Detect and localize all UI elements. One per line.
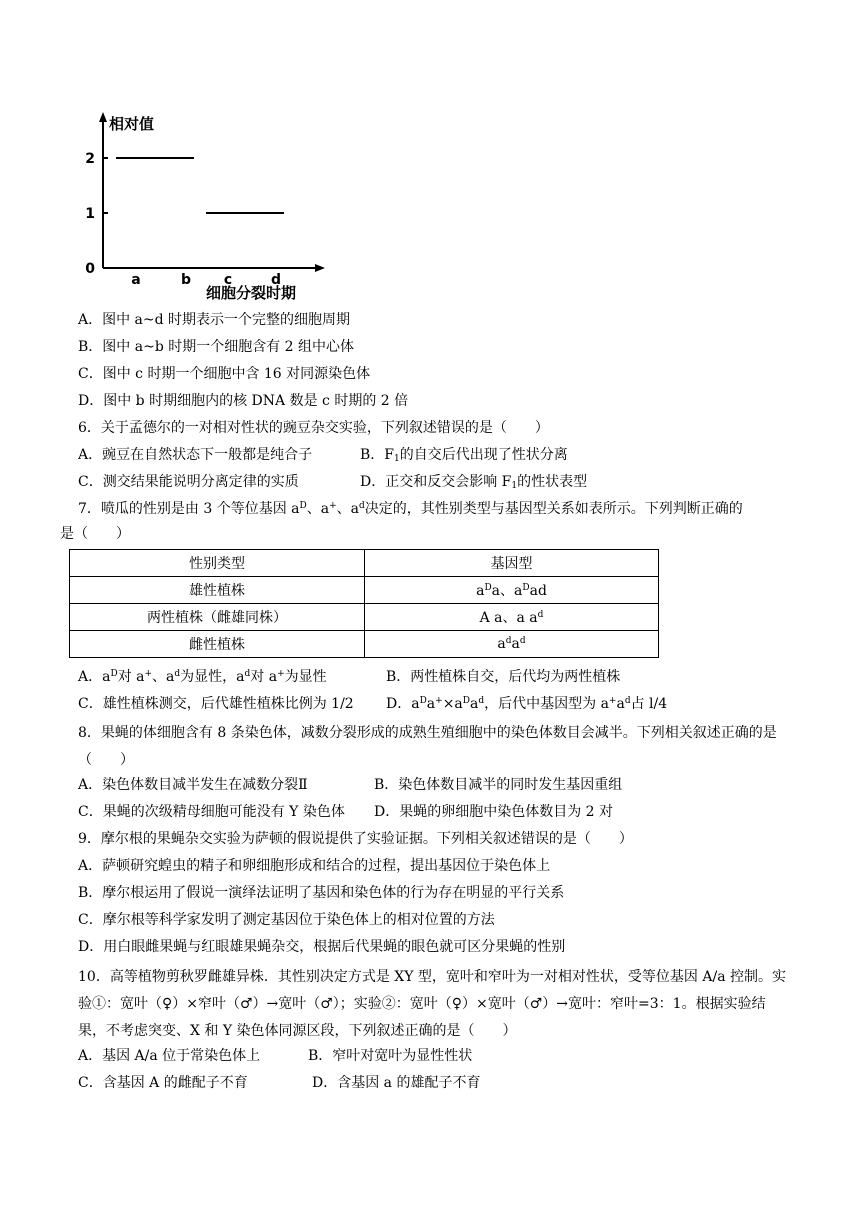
table-header-cell: 性别类型 [70, 550, 365, 577]
q5-option-c: C．图中 c 时期一个细胞中含 16 对同源染色体 [78, 366, 371, 382]
q7-option-b: B．两性植株自交，后代均为两性植株 [386, 669, 621, 685]
q9-option-d: D．用白眼雌果蝇与红眼雄果蝇杂交，根据后代果蝇的眼色就可区分果蝇的性别 [78, 939, 566, 955]
q8-option-d: D．果蝇的卵细胞中染色体数目为 2 对 [374, 804, 614, 820]
y-axis-arrow [99, 112, 107, 122]
q9-stem: 9．摩尔根的果蝇杂交实验为萨顿的假说提供了实验证据。下列相关叙述错误的是（ ） [78, 831, 633, 847]
table-cell: 雄性植株 [70, 577, 365, 604]
q8-option-b: B．染色体数目减半的同时发生基因重组 [374, 777, 623, 793]
table-row [70, 577, 659, 604]
y-tick-label: 0 [85, 261, 95, 277]
q7-stem-line2: 是（ ） [60, 526, 130, 542]
y-tick-label: 1 [85, 206, 95, 222]
q7-option-d: D．$a^Da^+\times a^Da^d$，后代中基因型为 $a^+a^d$占 l/4 [386, 696, 668, 712]
table-header-cell: 基因型 [365, 550, 659, 577]
q6-options-cd [78, 472, 790, 492]
q6-option-c: C．测交结果能说明分离定律的实质 [78, 474, 299, 490]
x-axis-label: 细胞分裂时期 [206, 284, 297, 302]
table-cell: $a^da^d$ [365, 631, 659, 658]
q7-options-ab [78, 667, 790, 687]
q8-options-cd [78, 802, 790, 822]
q7-option-a: A．$a^D$对 a+、$a^d$为显性，$a^d$对 a+为显性 [78, 669, 327, 685]
table-row [70, 631, 659, 658]
table-row [70, 604, 659, 631]
q8-options-ab [78, 775, 790, 795]
q5-option-b: B．图中 a~b 时期一个细胞含有 2 组中心体 [78, 339, 355, 355]
q5-option-a: A．图中 a~d 时期表示一个完整的细胞周期 [78, 312, 351, 328]
q6-option-b: B．$F_1$的自交后代出现了性状分离 [360, 447, 568, 464]
q9-option-c: C．摩尔根等科学家发明了测定基因位于染色体上的相对位置的方法 [78, 912, 495, 928]
q7-options-cd [78, 694, 790, 714]
q6-options-ab [78, 445, 790, 465]
x-axis-arrow [315, 264, 325, 272]
x-tick-label: a [131, 272, 141, 288]
q10-option-d: D．含基因 a 的雄配子不育 [312, 1075, 481, 1091]
x-tick-label: d [270, 272, 282, 288]
q6-option-a: A．豌豆在自然状态下一般都是纯合子 [78, 447, 313, 463]
q10-options-ab [78, 1046, 790, 1066]
q7-stem: 7．喷瓜的性别是由 3 个等位基因 $a^D$、a+、$a^d$决定的，其性别类型与基因型关系如表所示。下列判断正确的 [78, 501, 743, 517]
q9-option-b: B．摩尔根运用了假说一演绎法证明了基因和染色体的行为存在明显的平行关系 [78, 885, 565, 901]
x-tick-label: c [223, 272, 233, 288]
q6-stem: 6．关于孟德尔的一对相对性状的豌豆杂交实验，下列叙述错误的是（ ） [78, 420, 549, 436]
x-tick-label: b [180, 272, 192, 288]
q6-option-d: D．正交和反交会影响 $F_1$的性状表型 [360, 474, 588, 491]
q10-option-a: A．基因 A/a 位于常染色体上 [78, 1048, 261, 1064]
q8-option-c: C．果蝇的次级精母细胞可能没有 Y 染色体 [78, 804, 345, 820]
q10-stem: 10．高等植物剪秋罗雌雄异株．其性别决定方式是 XY 型，宽叶和窄叶为一对相对性状，受等位基因 A/a 控制。实验①：宽叶（♀）×窄叶（♂）→宽叶（♂）；实验②：宽叶（♀）×宽叶（♂）→宽叶：窄叶=3：1。根据实验结果，不考虑突变、X 和 Y 染色体同源区段，下列叙述正确的是（ ） [78, 969, 786, 1039]
table-cell: A a、a $a^d$ [365, 604, 659, 631]
q9-option-a: A．萨顿研究蝗虫的精子和卵细胞形成和结合的过程，提出基因位于染色体上 [78, 858, 551, 874]
q8-stem: 8．果蝇的体细胞含有 8 条染色体，减数分裂形成的成熟生殖细胞中的染色体数目会减半。下列相关叙述正确的是（ ） [78, 725, 777, 768]
q5-option-d: D．图中 b 时期细胞内的核 DNA 数是 c 时期的 2 倍 [78, 393, 409, 409]
genotype-table [69, 549, 659, 658]
y-tick-label: 2 [85, 151, 95, 167]
y-axis-label: 相对值 [109, 115, 155, 133]
q8-option-a: A．染色体数目减半发生在减数分裂Ⅱ [78, 777, 308, 793]
table-cell: 雌性植株 [70, 631, 365, 658]
table-header-row [70, 550, 659, 577]
table-cell: $a^Da$、$a^Dad$ [365, 577, 659, 604]
q10-option-b: B．窄叶对宽叶为显性性状 [308, 1048, 473, 1064]
q7-option-c: C．雄性植株测交，后代雄性植株比例为 1/2 [78, 696, 354, 712]
q10-option-c: C．含基因 A 的雌配子不育 [78, 1075, 248, 1091]
q10-options-cd [78, 1073, 790, 1093]
relative-value-chart [78, 108, 338, 303]
table-cell: 两性植株（雌雄同株） [70, 604, 365, 631]
